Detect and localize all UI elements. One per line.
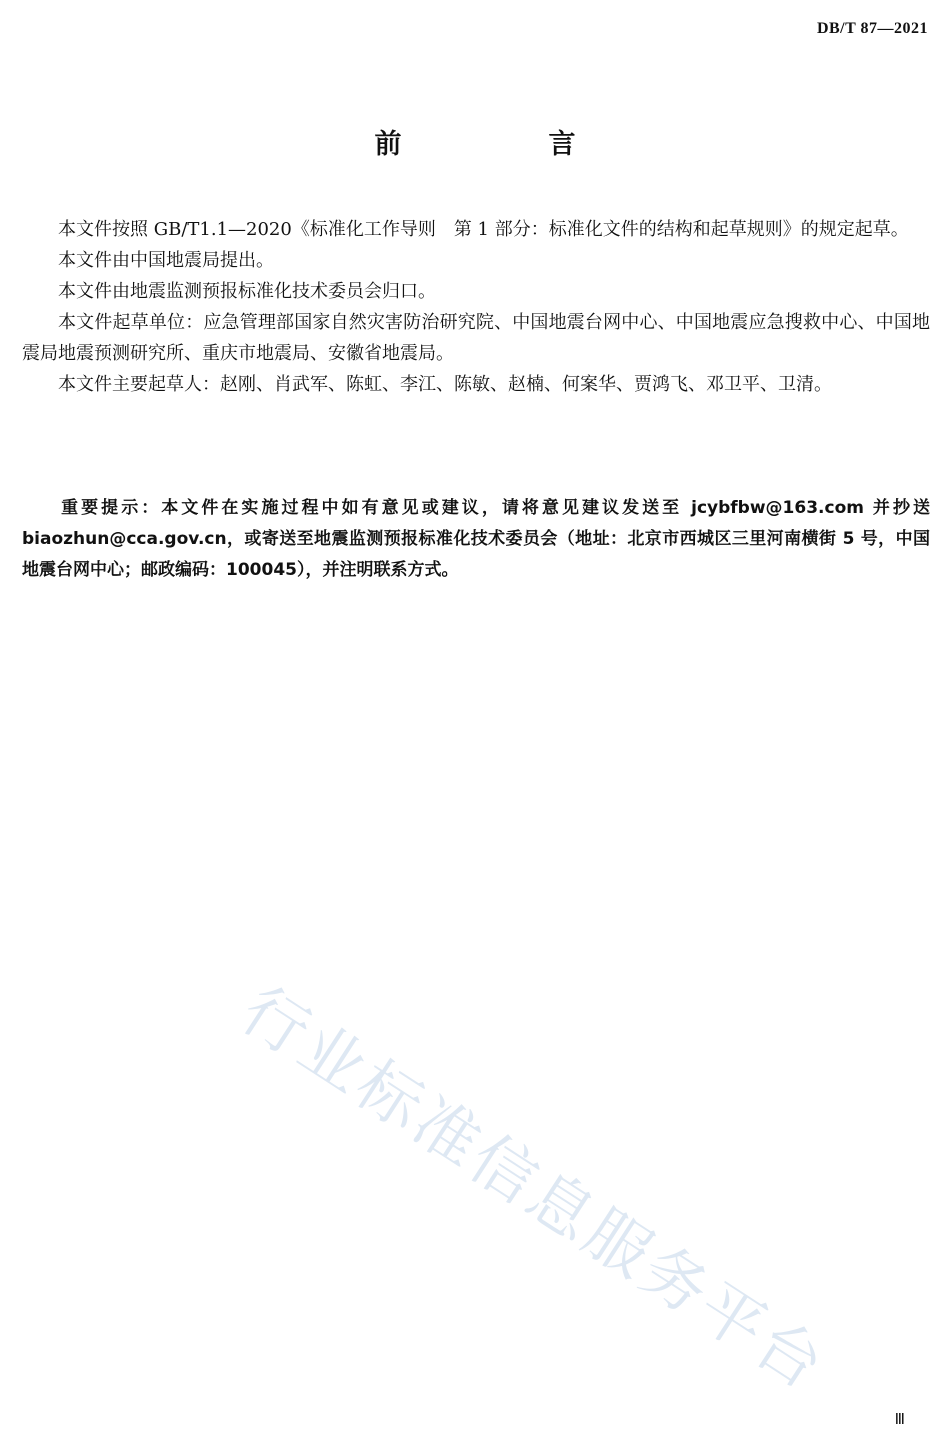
notice-text: 重要提示：本文件在实施过程中如有意见或建议，请将意见建议发送至 jcybfbw@163.com 并抄送 biaozhun@cca.gov.cn，或寄送至地震监测预报标准化技术委员会（地址：北京市西城区三里河南横街 5 号，中国地震台网中心；邮政编码：100045），并注明联系方式。 [22, 498, 930, 580]
page-title: 前 言 [374, 129, 636, 160]
page-number: Ⅲ [894, 1412, 905, 1428]
foreword-body [22, 214, 930, 400]
paragraph-drafting-units: 本文件起草单位：应急管理部国家自然灾害防治研究院、中国地震台网中心、中国地震应急搜救中心、中国地震局地震预测研究所、重庆市地震局、安徽省地震局。 [22, 312, 930, 364]
paragraph-drafters: 本文件主要起草人：赵刚、肖武军、陈虹、李江、陈敏、赵楠、何案华、贾鸿飞、邓卫平、卫清。 [58, 374, 832, 395]
watermark: 行业标准信息服务平台 [228, 973, 839, 1406]
paragraph-drafting-rules: 本文件按照 GB/T1.1—2020《标准化工作导则 第 1 部分：标准化文件的结构和起草规则》的规定起草。 [58, 219, 909, 240]
paragraph-proposer: 本文件由中国地震局提出。 [58, 250, 274, 271]
document-code: DB/T 87—2021 [816, 20, 928, 37]
important-notice [22, 493, 930, 586]
paragraph-centralized: 本文件由地震监测预报标准化技术委员会归口。 [58, 281, 436, 302]
